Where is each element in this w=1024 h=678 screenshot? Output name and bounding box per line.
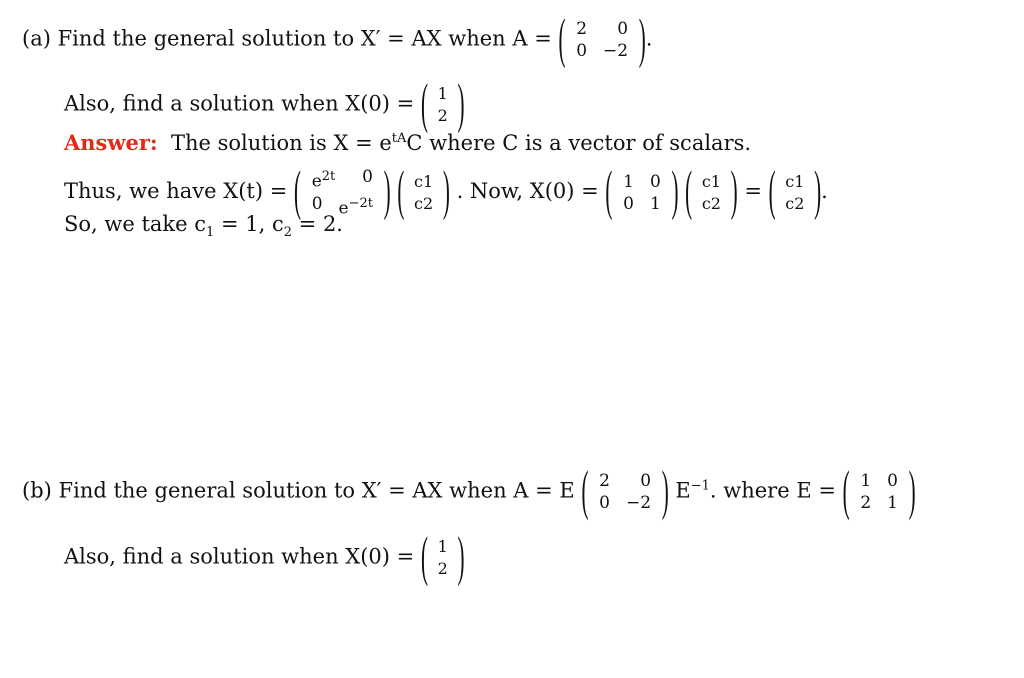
left-paren: ( <box>558 6 566 69</box>
answer-line: Answer: The solution is $X = e^{tA}C$ where C is a vector of scalars. <box>64 130 752 155</box>
answer-tail: C where C is a vector of scalars. <box>406 131 752 155</box>
part-b-label: (b) <box>22 478 52 503</box>
answer-text: The solution is X = e <box>171 131 392 155</box>
where-text: . where E = <box>709 478 836 503</box>
c-vector-2: c1 c2 <box>701 171 721 213</box>
part-b-also: Also, find a solution when X(0) = ( 1 2 ) <box>64 524 465 587</box>
part-a-prompt: Find the general solution to X′ = AX when A = <box>57 26 552 51</box>
part-a-question: (a) Find the general solution to X′ = AX when A = ( 2 0 0 −2 ). <box>22 18 652 62</box>
part-b-prompt: Find the general solution to X′ = AX when A = E <box>58 478 575 503</box>
part-a-also: Also, find a solution when X(0) = ( 1 2 ) <box>64 71 465 134</box>
part-a-label: (a) <box>22 26 51 51</box>
part-b-question: (b) Find the general solution to X′ = AX when A = E ( 2 0 0 −2 ) $E^{-1}$. where E = ( 1 0 2 1 ) <box>22 458 916 521</box>
thus-line: Thus, we have X(t) = ( $e^{2t}$ 0 0 $e^{-2t}$ ) ( c1 c2 ) . Now, X(0) = ( 1 0 0 1 ) ( c1 c2 ) = ( c1 c2 ). <box>64 159 828 222</box>
matrix-a: 2 0 0 −2 <box>576 19 629 61</box>
so-line: So, we take $c_1 = 1$, $c_2 = 2$. <box>64 212 343 241</box>
right-paren: ) <box>638 6 646 69</box>
c-vector-1: c1 c2 <box>414 171 434 213</box>
part-b-also-prompt: Also, find a solution when X(0) = <box>64 544 415 569</box>
initial-vector-b: 1 2 <box>437 537 448 578</box>
initial-vector-a: 1 2 <box>437 84 448 125</box>
identity-matrix: 1 0 0 1 <box>623 171 661 214</box>
part-a-also-prompt: Also, find a solution when X(0) = <box>64 91 415 116</box>
answer-label: Answer: <box>64 130 158 155</box>
thus-text: Thus, we have X(t) = <box>64 179 288 204</box>
matrix-d: 2 0 0 −2 <box>599 471 652 513</box>
matrix-e: 1 0 2 1 <box>860 471 898 513</box>
c-vector-3: c1 c2 <box>785 171 805 213</box>
exp-matrix: $e^{2t}$ 0 0 $e^{-2t}$ <box>311 167 373 219</box>
now-text: . Now, X(0) = <box>456 179 599 204</box>
